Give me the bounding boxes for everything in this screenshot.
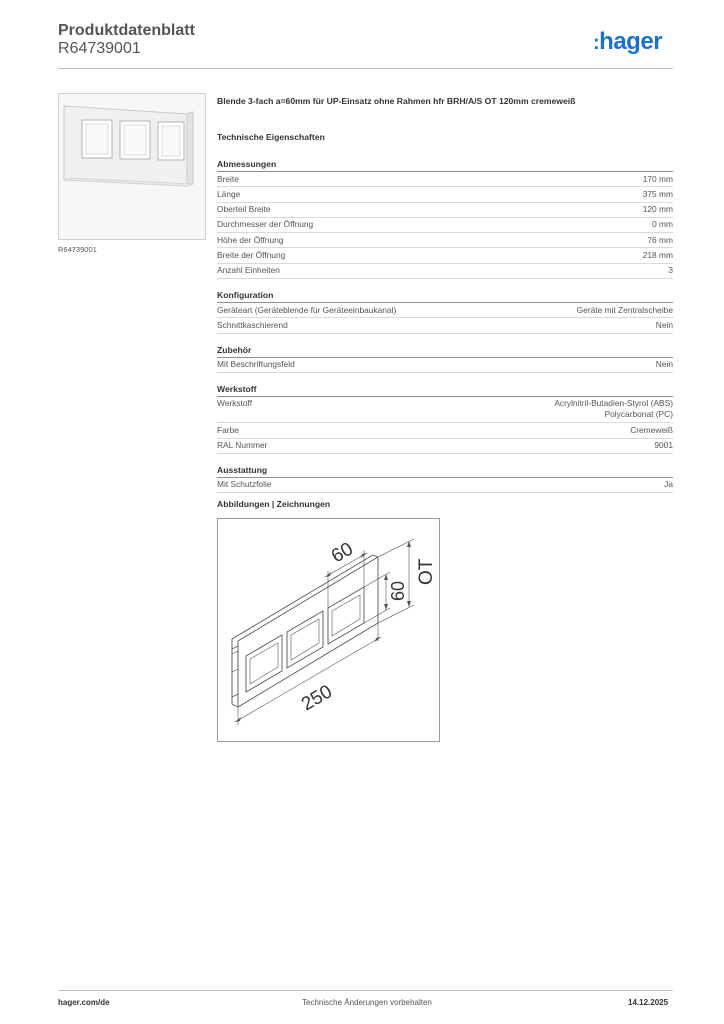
row-label: Oberteil Breite (217, 204, 271, 215)
row-value: Cremeweiß (630, 424, 673, 435)
logo-mark-icon: : (593, 32, 600, 54)
row-value: 76 mm (647, 234, 673, 245)
row-value: Ja (664, 479, 673, 490)
row-label: Mit Schutzfolie (217, 479, 272, 490)
hager-logo (593, 28, 662, 56)
row-label: Breite (217, 173, 239, 184)
table-row (217, 358, 673, 373)
row-label: Anzahl Einheiten (217, 265, 280, 276)
page-title: Produktdatenblatt (58, 22, 195, 39)
row-value: 218 mm (642, 249, 673, 260)
dim-side-label: 60 (388, 580, 408, 601)
section-title: Konfiguration (217, 290, 673, 303)
product-image (58, 93, 206, 240)
footer-disclaimer: Technische Änderungen vorbehalten (302, 998, 432, 1007)
footer-date: 14.12.2025 (628, 998, 669, 1007)
section-werkstoff (217, 384, 673, 454)
header-divider (58, 68, 673, 69)
row-value-line: Acrylnitril-Butadien-Styrol (ABS) (554, 398, 673, 409)
row-label: Höhe der Öffnung (217, 234, 284, 245)
product-title: Blende 3-fach a=60mm für UP-Einsatz ohne Rahmen hfr BRH/A/S OT 120mm cremeweiß (217, 96, 576, 106)
table-row (217, 423, 673, 438)
table-row (217, 478, 673, 493)
row-label: Breite der Öffnung (217, 249, 286, 260)
footer-divider (58, 990, 673, 991)
row-label: Länge (217, 188, 241, 199)
section-ausstattung (217, 465, 673, 493)
technical-properties-heading: Technische Eigenschaften (217, 132, 325, 142)
table-row (217, 172, 673, 187)
section-zubehoer (217, 345, 673, 373)
section-title: Werkstoff (217, 384, 673, 397)
table-row (217, 264, 673, 279)
table-row (217, 233, 673, 248)
table-row (217, 218, 673, 233)
technical-drawing (217, 518, 440, 742)
table-row (217, 318, 673, 333)
dim-length-label: 250 (298, 681, 336, 716)
row-value: 9001 (654, 440, 673, 451)
section-abmessungen (217, 159, 673, 279)
technical-drawing-graphic (218, 519, 439, 741)
figures-heading: Abbildungen | Zeichnungen (217, 499, 331, 509)
dim-top-label: 60 (328, 538, 357, 568)
table-row (217, 303, 673, 318)
row-label: Geräteart (Geräteblende für Geräteeinbaukanal) (217, 304, 397, 315)
dim-ot-label: OT (416, 558, 437, 585)
logo-text: hager (599, 28, 663, 55)
product-number: R64739001 (58, 40, 141, 57)
row-value: Nein (655, 359, 673, 370)
row-value: Nein (655, 319, 673, 330)
section-title: Ausstattung (217, 465, 673, 478)
footer-website-link[interactable]: hager.com/de (58, 998, 110, 1007)
row-label: Farbe (217, 424, 239, 435)
row-value-line: Polycarbonat (PC) (604, 409, 673, 420)
product-details (217, 96, 673, 504)
row-value: 170 mm (642, 173, 673, 184)
row-label: Schnittkaschierend (217, 319, 288, 330)
row-label: Durchmesser der Öffnung (217, 219, 314, 230)
row-value: 0 mm (652, 219, 673, 230)
row-label: Werkstoff (217, 398, 253, 409)
table-row (217, 248, 673, 263)
product-image-graphic (59, 94, 205, 239)
row-value: 375 mm (642, 188, 673, 199)
section-title: Zubehör (217, 345, 673, 358)
row-value: Geräte mit Zentralscheibe (576, 304, 673, 315)
row-label: RAL Nummer (217, 440, 268, 451)
section-konfiguration (217, 290, 673, 334)
row-value: 120 mm (642, 204, 673, 215)
row-value (554, 398, 673, 420)
table-row (217, 187, 673, 202)
table-row (217, 439, 673, 454)
row-value: 3 (668, 265, 673, 276)
image-caption: R64739001 (58, 245, 97, 254)
table-row (217, 203, 673, 218)
row-label: Mit Beschriftungsfeld (217, 359, 295, 370)
section-title: Abmessungen (217, 159, 673, 172)
table-row (217, 397, 673, 423)
